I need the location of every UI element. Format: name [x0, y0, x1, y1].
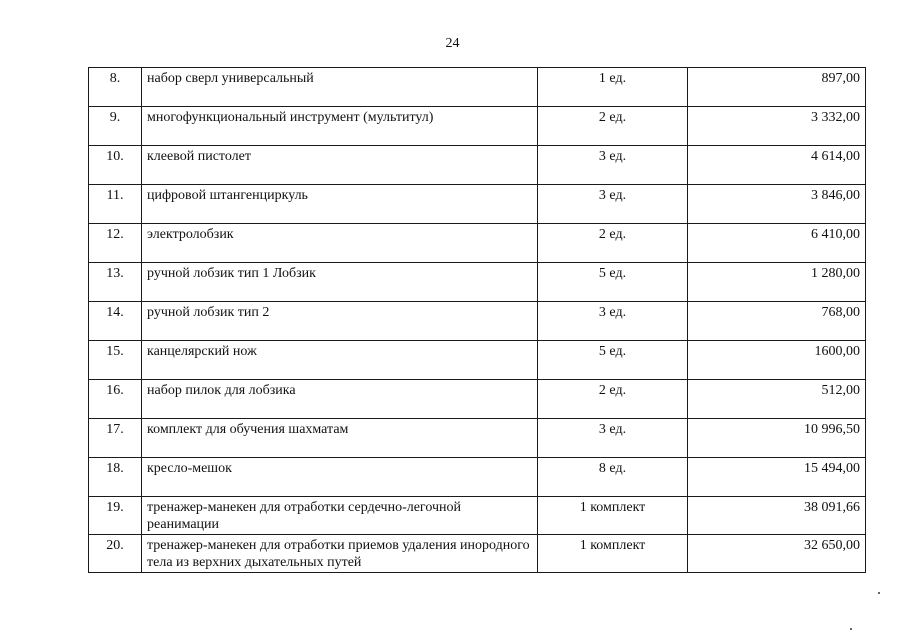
item-name: канцелярский нож: [142, 341, 538, 380]
item-quantity: 3 ед.: [538, 419, 688, 458]
row-number: 15.: [89, 341, 142, 380]
row-number: 13.: [89, 263, 142, 302]
item-quantity: 2 ед.: [538, 224, 688, 263]
item-quantity: 2 ед.: [538, 107, 688, 146]
table-row: [89, 419, 866, 458]
row-number: 16.: [89, 380, 142, 419]
row-number: 18.: [89, 458, 142, 497]
item-name: кресло-мешок: [142, 458, 538, 497]
row-number: 17.: [89, 419, 142, 458]
item-name: тренажер-манекен для отработки сердечно-легочной реанимации: [142, 497, 538, 535]
item-price: 15 494,00: [688, 458, 866, 497]
item-price: 38 091,66: [688, 497, 866, 535]
table-row: [89, 107, 866, 146]
item-quantity: 2 ед.: [538, 380, 688, 419]
row-number: 20.: [89, 535, 142, 573]
item-name: ручной лобзик тип 1 Лобзик: [142, 263, 538, 302]
item-price: 4 614,00: [688, 146, 866, 185]
table-row: [89, 68, 866, 107]
item-quantity: 5 ед.: [538, 341, 688, 380]
table-row: [89, 341, 866, 380]
item-price: 6 410,00: [688, 224, 866, 263]
row-number: 19.: [89, 497, 142, 535]
item-quantity: 3 ед.: [538, 146, 688, 185]
item-quantity: 1 ед.: [538, 68, 688, 107]
item-name: многофункциональный инструмент (мультитул): [142, 107, 538, 146]
row-number: 8.: [89, 68, 142, 107]
table-row: [89, 302, 866, 341]
item-name: клеевой пистолет: [142, 146, 538, 185]
item-name: набор сверл универсальный: [142, 68, 538, 107]
table-row: [89, 380, 866, 419]
item-price: 1600,00: [688, 341, 866, 380]
row-number: 11.: [89, 185, 142, 224]
scan-speck: [878, 592, 880, 594]
table-row: [89, 185, 866, 224]
item-name: тренажер-манекен для отработки приемов удаления инородного тела из верхних дыхательных путей: [142, 535, 538, 573]
table-row: [89, 263, 866, 302]
item-quantity: 1 комплект: [538, 535, 688, 573]
item-quantity: 3 ед.: [538, 185, 688, 224]
item-price: 1 280,00: [688, 263, 866, 302]
row-number: 10.: [89, 146, 142, 185]
item-name: ручной лобзик тип 2: [142, 302, 538, 341]
table-row: [89, 146, 866, 185]
item-quantity: 5 ед.: [538, 263, 688, 302]
item-quantity: 1 комплект: [538, 497, 688, 535]
item-name: цифровой штангенциркуль: [142, 185, 538, 224]
table-row: [89, 458, 866, 497]
equipment-table: [88, 67, 866, 573]
table-row: [89, 535, 866, 573]
row-number: 12.: [89, 224, 142, 263]
scan-speck: [850, 628, 852, 630]
item-price: 3 846,00: [688, 185, 866, 224]
item-price: 897,00: [688, 68, 866, 107]
item-price: 10 996,50: [688, 419, 866, 458]
row-number: 9.: [89, 107, 142, 146]
table-row: [89, 224, 866, 263]
item-price: 32 650,00: [688, 535, 866, 573]
item-quantity: 3 ед.: [538, 302, 688, 341]
item-price: 768,00: [688, 302, 866, 341]
row-number: 14.: [89, 302, 142, 341]
item-price: 3 332,00: [688, 107, 866, 146]
table-row: [89, 497, 866, 535]
item-name: набор пилок для лобзика: [142, 380, 538, 419]
item-name: электролобзик: [142, 224, 538, 263]
item-price: 512,00: [688, 380, 866, 419]
item-name: комплект для обучения шахматам: [142, 419, 538, 458]
page-number: 24: [445, 36, 460, 51]
item-quantity: 8 ед.: [538, 458, 688, 497]
